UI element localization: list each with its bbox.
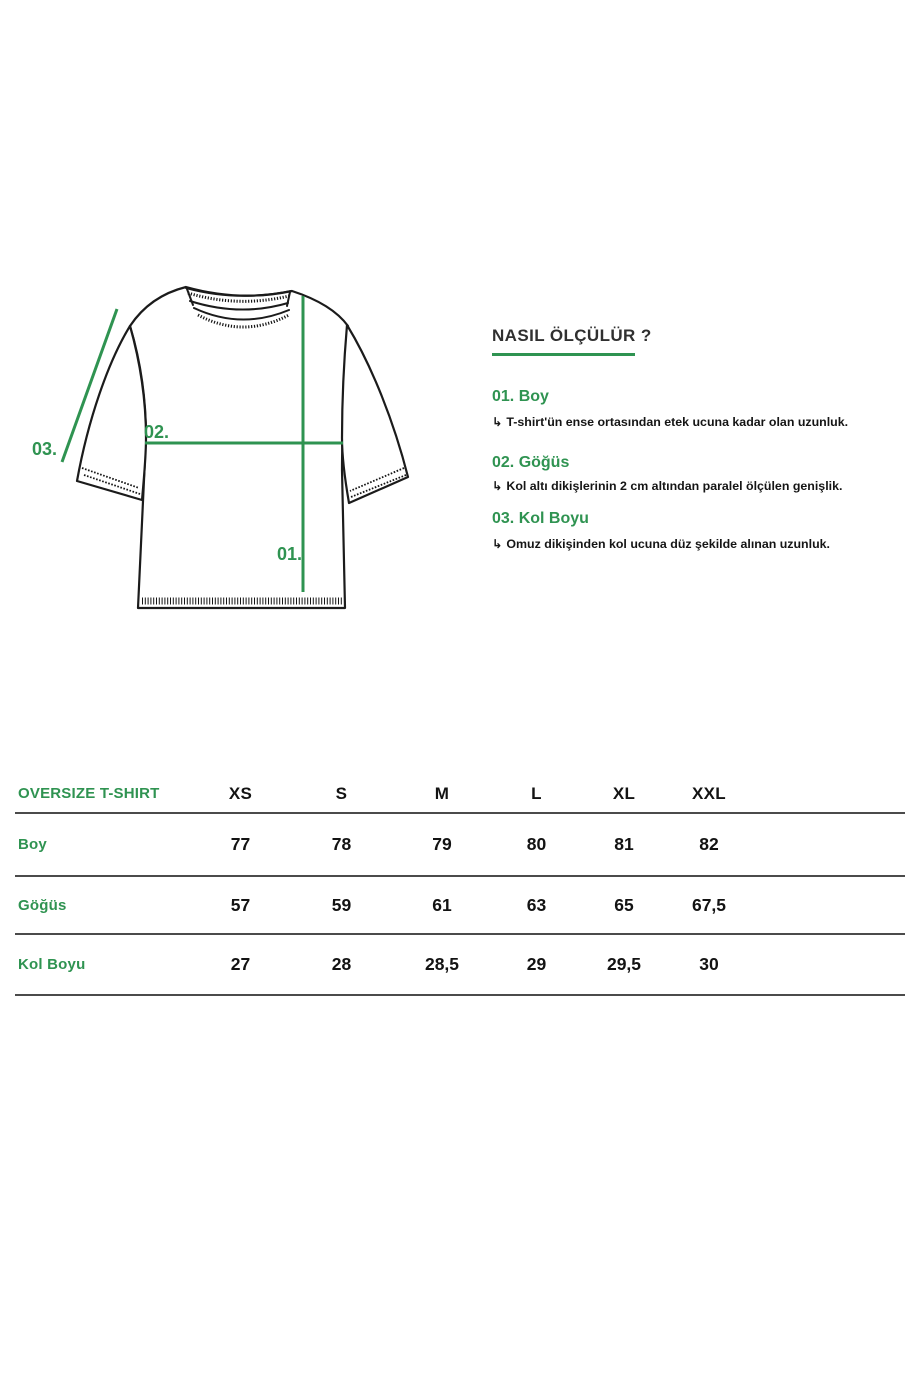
value-cell: 30 bbox=[699, 954, 719, 974]
value-cell: 59 bbox=[331, 894, 352, 915]
size-header-l: L bbox=[531, 783, 542, 803]
measure-item-gogus bbox=[492, 453, 902, 494]
value-cell: 29 bbox=[526, 954, 547, 974]
size-header-xxl: XXL bbox=[692, 783, 726, 803]
value-cell: 77 bbox=[230, 834, 251, 854]
measure-item-heading: 01. Boy bbox=[492, 388, 549, 405]
how-to-measure-section bbox=[492, 326, 902, 552]
measure-item-boy bbox=[492, 387, 902, 430]
value-cell: 27 bbox=[230, 954, 251, 974]
value-cell: 61 bbox=[432, 894, 452, 915]
measure-item-heading: 02. Göğüs bbox=[492, 454, 570, 471]
value-cell: 82 bbox=[699, 834, 719, 854]
size-header-s: S bbox=[335, 783, 348, 803]
measure-item-description-text: Omuz dikişinden kol ucuna düz şekilde alınan uzunluk. bbox=[506, 537, 830, 551]
value-cell: 57 bbox=[230, 894, 251, 915]
value-cell: 67,5 bbox=[691, 894, 727, 915]
value-cell: 78 bbox=[331, 834, 352, 854]
measure-item-description-text: T-shirt'ün ense ortasından etek ucuna kadar olan uzunluk. bbox=[506, 415, 849, 429]
measure-label-01: 01. bbox=[277, 544, 303, 564]
tshirt-measurement-diagram bbox=[0, 240, 460, 640]
value-cell: 65 bbox=[614, 894, 634, 915]
size-header-m: M bbox=[434, 783, 450, 803]
row-label: Göğüs bbox=[18, 896, 67, 914]
value-cell: 81 bbox=[614, 834, 634, 854]
row-label: Boy bbox=[18, 836, 47, 853]
product-label: OVERSIZE T-SHIRT bbox=[18, 785, 160, 802]
value-cell: 80 bbox=[526, 834, 547, 854]
return-arrow-icon: ↳ bbox=[492, 537, 503, 551]
return-arrow-icon: ↳ bbox=[492, 479, 503, 493]
value-cell: 28 bbox=[331, 954, 352, 974]
tshirt-outline bbox=[77, 287, 408, 608]
title-underline-rule bbox=[492, 353, 635, 356]
measure-item-description bbox=[492, 414, 902, 430]
measure-label-03: 03. bbox=[32, 439, 58, 459]
size-table bbox=[15, 775, 905, 996]
measure-item-description bbox=[492, 478, 902, 494]
tshirt-left-sleeve bbox=[77, 326, 146, 500]
tshirt-body bbox=[130, 287, 348, 608]
size-table-row-boy bbox=[15, 814, 905, 877]
measure-item-heading: 03. Kol Boyu bbox=[492, 510, 589, 527]
value-cell: 79 bbox=[432, 834, 452, 854]
return-arrow-icon: ↳ bbox=[492, 415, 503, 429]
measure-item-description bbox=[492, 536, 902, 552]
measure-item-description-text: Kol altı dikişlerinin 2 cm altından paralel ölçülen genişlik. bbox=[506, 479, 843, 493]
size-header-xs: XS bbox=[228, 783, 253, 803]
size-header-xl: XL bbox=[612, 783, 636, 803]
measure-label-02: 02. bbox=[144, 422, 170, 442]
row-label: Kol Boyu bbox=[18, 956, 86, 973]
how-to-measure-title: NASIL ÖLÇÜLÜR ? bbox=[492, 326, 652, 345]
size-table-header-row bbox=[15, 775, 905, 814]
value-cell: 29,5 bbox=[606, 954, 642, 974]
value-cell: 63 bbox=[526, 894, 547, 915]
tshirt-right-sleeve bbox=[342, 325, 408, 503]
size-table-row-gogus bbox=[15, 877, 905, 935]
measure-item-kol-boyu bbox=[492, 509, 902, 552]
size-table-row-kol-boyu bbox=[15, 935, 905, 996]
value-cell: 28,5 bbox=[424, 954, 460, 974]
